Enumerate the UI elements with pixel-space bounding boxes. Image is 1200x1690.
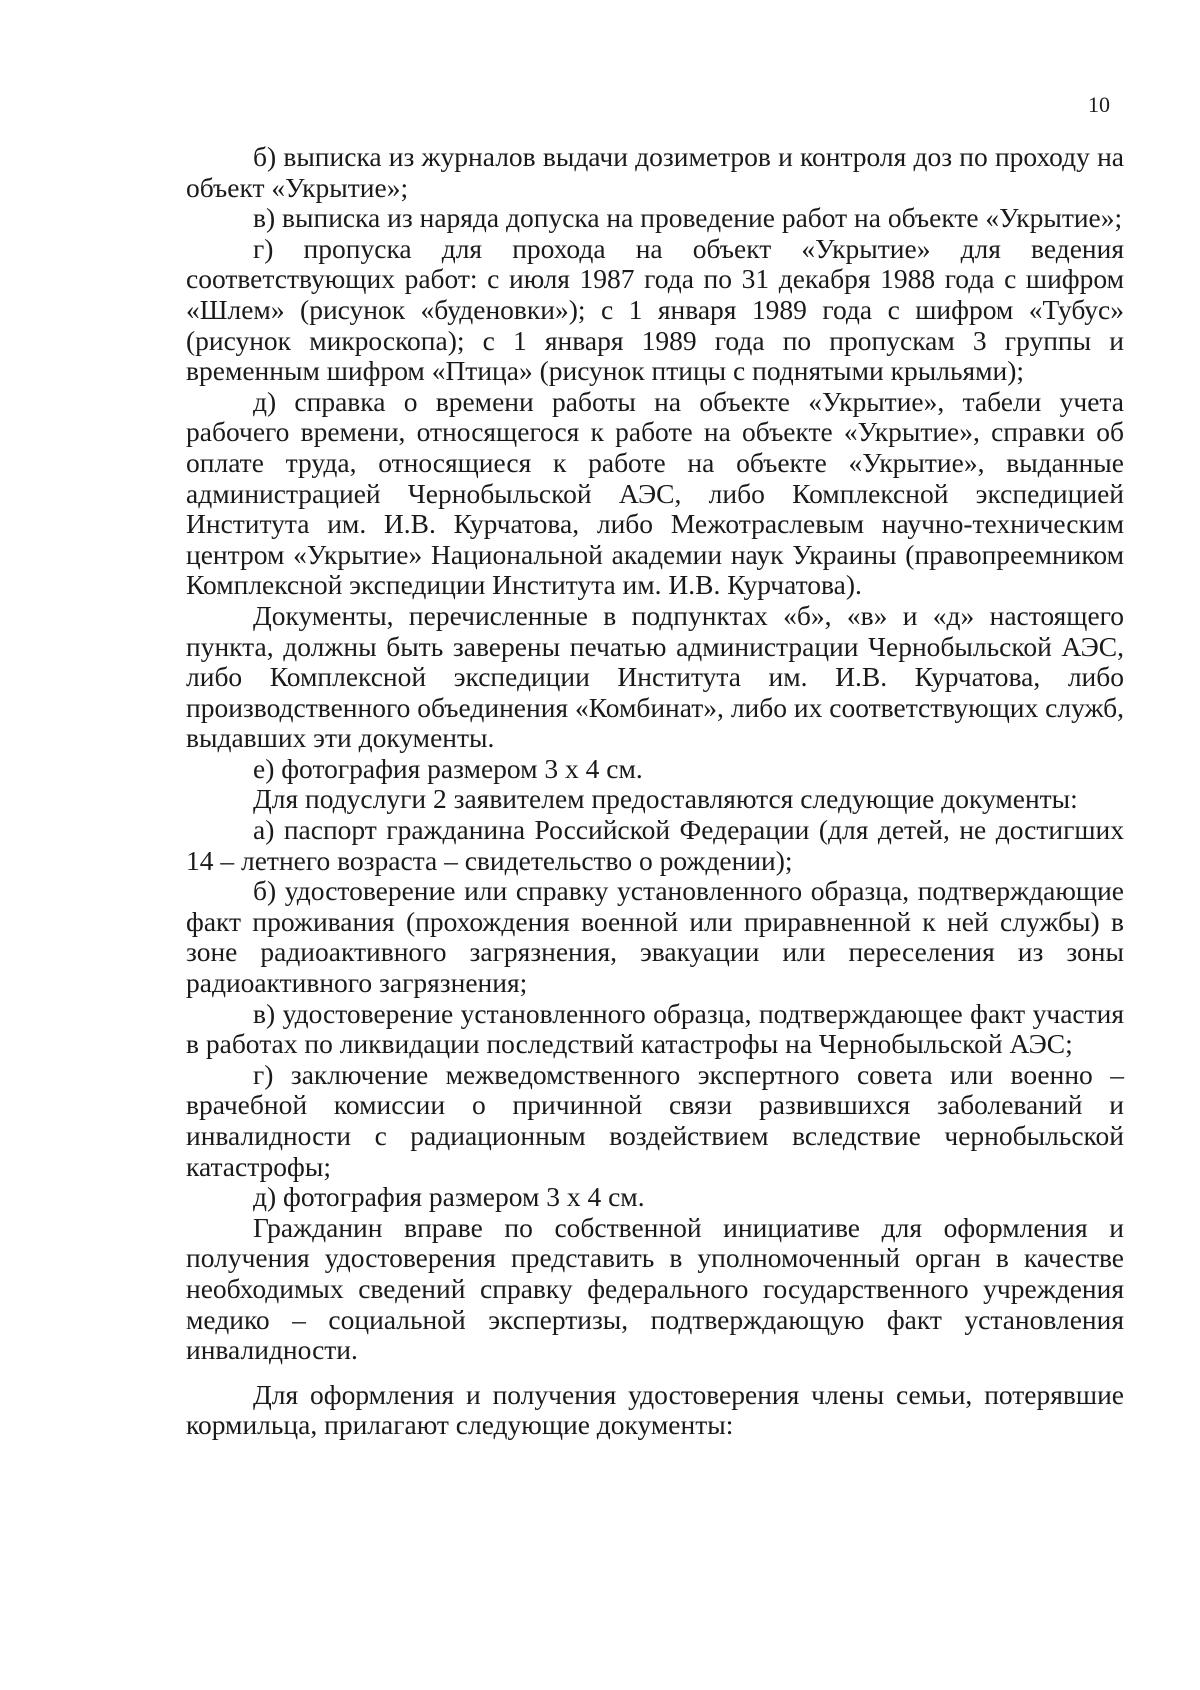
paragraph-documents-certification: Документы, перечисленные в подпунктах «б», «в» и «д» настоящего пункта, должны быть заверены печатью администрации Чернобыльской АЭС, либо Комплексной экспедиции Института им. И.В. Курчатова, либо производственного объединения «Комбинат», либо их соответствующих служб, выдавших эти документы. (186, 599, 1124, 754)
document-body (186, 142, 1124, 1441)
paragraph-v-participation-certificate: в) удостоверение установленного образца, подтверждающее факт участия в работах по ликвидации последствий катастрофы на Чернобыльской АЭС; (186, 997, 1124, 1060)
paragraph-e-photo: е) фотография размером 3 x 4 см. (253, 752, 643, 784)
paragraph-subservice-2-intro: Для подуслуги 2 заявителем предоставляются следующие документы: (253, 783, 1078, 815)
paragraph-b-dosimeter-log: б) выписка из журналов выдачи дозиметров и контроля доз по проходу на объект «Укрытие»; (186, 141, 1124, 203)
paragraph-family-members: Для оформления и получения удостоверения члены семьи, потерявшие кормильца, прилагают следующие документы: (186, 1378, 1124, 1441)
paragraph-b-residence-certificate: б) удостоверение или справку установленного образца, подтверждающие факт проживания (прохождения военной или приравненной к ней службы) в зоне радиоактивного загрязнения, эвакуации или переселения из зоны радиоактивного загрязнения; (186, 875, 1124, 999)
paragraph-v-work-permit: в) выписка из наряда допуска на проведение работ на объекте «Укрытие»; (253, 202, 1123, 234)
paragraph-g-passes: г) пропуска для прохода на объект «Укрытие» для ведения соответствующих работ: с июля 1987 года по 31 декабря 1988 года с шифром «Шлем» (рисунок «буденовки»); с 1 января 1989 года с шифром «Тубус» (рисунок микроскопа); с 1 января 1989 года по пропускам 3 группы и временным шифром «Птица» (рисунок птицы с поднятыми крыльями); (186, 232, 1124, 387)
paragraph-d-photo: д) фотография размером 3 x 4 см. (253, 1181, 645, 1213)
paragraph-citizen-initiative: Гражданин вправе по собственной инициативе для оформления и получения удостоверения представить в уполномоченный орган в качестве необходимых сведений справку федерального государственного учреждения медико – социальной экспертизы, подтверждающую факт установления инвалидности. (186, 1211, 1124, 1366)
paragraph-g-expert-conclusion: г) заключение межведомственного экспертного совета или военно – врачебной комиссии о причинной связи развившихся заболеваний и инвалидности с радиационным воздействием вследствие чернобыльской катастрофы; (186, 1058, 1124, 1182)
paragraph-a-passport: а) паспорт гражданина Российской Федерации (для детей, не достигших 14 – летнего возраста – свидетельство о рождении); (186, 814, 1124, 876)
page-number: 10 (1088, 92, 1110, 117)
paragraph-d-work-certificate: д) справка о времени работы на объекте «Укрытие», табели учета рабочего времени, относящегося к работе на объекте «Укрытие», справки об оплате труда, относящиеся к работе на объекте «Укрытие», выданные администрацией Чернобыльской АЭС, либо Комплексной экспедицией Института им. И.В. Курчатова, либо Межотраслевым научно-техническим центром «Укрытие» Национальной академии наук Украины (правопреемником Комплексной экспедиции Института им. И.В. Курчатова). (186, 385, 1124, 601)
